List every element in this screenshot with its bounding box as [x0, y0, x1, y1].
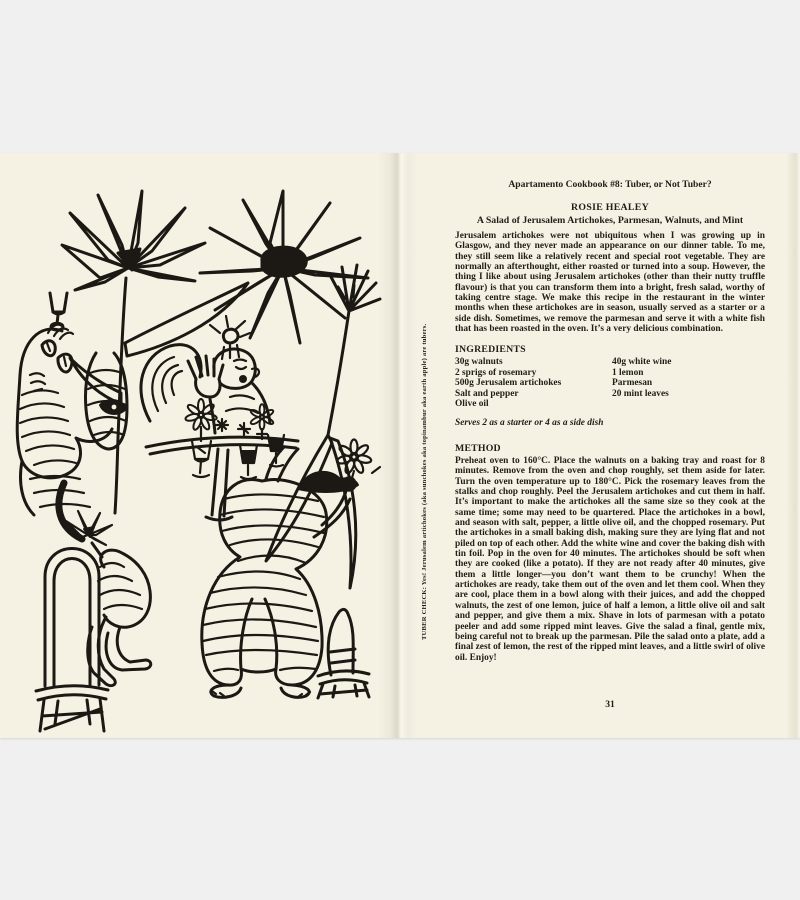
wheat-stalk: [328, 265, 380, 435]
page-number: 31: [605, 699, 615, 710]
intro-paragraph: Jerusalem artichokes were not ubiquitous when I was growing up in Glasgow, and they never made an appearance on our dinner table. To me, they still seem like a relatively recent and special root vegetable. They are normally an afterthought, either roasted or turned into a soup. However, the thing I like about using Jerusalem artichokes (other than their nutty truffle flavour) is that you can transform them into a bright, fresh salad, worthy of taking centre stage. We make this recipe in the restaurant in the winter months when these artichokes are in season, usually served as a starter or a side dish. Sometimes, we remove the parmesan and serve it with a white fish that has been roasted in the oven. It’s a very delicious combination.: [455, 231, 765, 335]
ingredient-item: 1 lemon: [612, 367, 644, 378]
daisy-in-hand: [336, 440, 372, 475]
ingredients-column-2: [612, 357, 762, 399]
method-heading: METHOD: [455, 443, 501, 454]
ingredient-item: Salt and pepper: [455, 388, 519, 399]
chair-right: [318, 609, 369, 698]
left-page: [0, 153, 400, 738]
running-header: Apartamento Cookbook #8: Tuber, or Not Tuber?: [508, 179, 712, 190]
ingredient-item: 500g Jerusalem artichokes: [455, 378, 562, 388]
ingredient-item: Olive oil: [455, 399, 489, 409]
ingredient-item: 40g white wine: [612, 357, 672, 367]
recipe-title: A Salad of Jerusalem Artichokes, Parmesan, Walnuts, and Mint: [476, 215, 744, 226]
right-page: [400, 153, 800, 738]
mouth-dot: [240, 376, 246, 382]
fish-eye-pupil: [112, 405, 117, 410]
ingredients-heading: INGREDIENTS: [455, 344, 526, 355]
ingredient-item: Parmesan: [612, 378, 653, 388]
tuber-check-side-note: TUBER CHECK: Yes! Jerusalem artichokes (aka sunchokes aka topinambur aka earth apple) are tubers.: [421, 323, 428, 640]
author-name: ROSIE HEALEY: [571, 202, 649, 213]
method-paragraph: Preheat oven to 160°C. Place the walnuts on a baking tray and roast for 8 minutes. Remove from the oven and chop roughly, set them aside for later. Turn the oven temperature up to 180°C. Pick the rosemary leaves from the stalks and chop roughly. Peel the Jerusalem artichokes and cut them in half. It’s important to make the artichokes all the same size so they cook at the same time; some may need to be quartered. Place the artichokes in a bowl, and season with salt, pepper, a little olive oil, and the chopped rosemary. Put the artichokes in a small baking dish, making sure they are lying flat and not piled on top of each other. Add the white wine and cover the baking dish with tin foil. Pop in the oven for 40 minutes. The artichokes should be soft when they are cooked (like a potato). If they are not ready after 40 minutes, give them a little longer—you don’t want them to be crunchy! When the artichokes are ready, take them out of the oven and let them cool. When they are cool, place them in a bowl along with their juices, and add the chopped walnuts, the zest of one lemon, juice of half a lemon, a little olive oil and salt and pepper, and give them a mix. Shave in lots of parmesan with a potato peeler and add some ripped mint leaves. Give the salad a final, gentle mix, being careful not to break up the parmesan. Pile the salad onto a plate, add a final zest of lemon, the rest of the ripped mint leaves, and a little swirl of olive oil. Enjoy!: [455, 456, 765, 663]
book-spread: [0, 153, 800, 738]
ingredients-column-1: [455, 357, 605, 410]
dinner-party-illustration: [0, 183, 400, 735]
ingredient-item: 2 sprigs of rosemary: [455, 367, 537, 378]
serves-note: Serves 2 as a starter or 4 as a side dish: [455, 418, 604, 428]
ingredient-item: 30g walnuts: [455, 357, 503, 367]
daisy-floating: [250, 404, 275, 430]
ingredient-item: 20 mint leaves: [612, 388, 669, 399]
